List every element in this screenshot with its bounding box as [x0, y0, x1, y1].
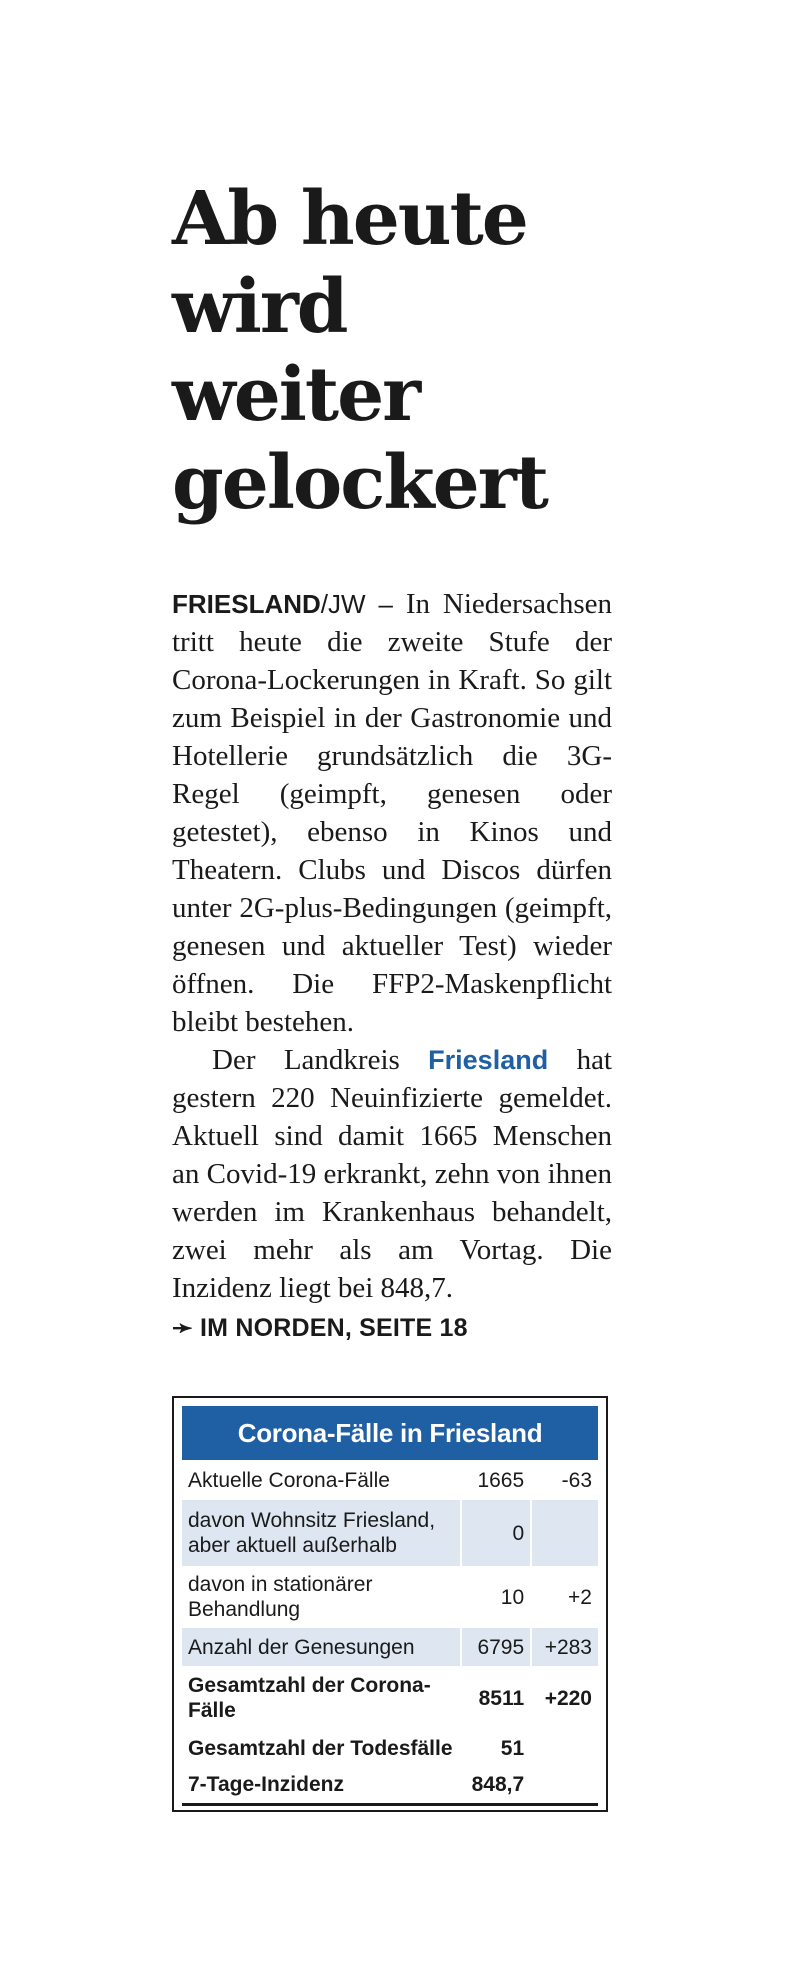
corona-factbox	[172, 1396, 608, 1812]
paragraph-1	[172, 585, 612, 1041]
table-row	[182, 1628, 598, 1666]
headline	[172, 175, 612, 527]
row-label: davon Wohnsitz Friesland, aber aktuell außerhalb	[182, 1500, 461, 1566]
table-row	[182, 1766, 598, 1804]
row-value: 6795	[461, 1628, 531, 1666]
row-label: Anzahl der Genesungen	[182, 1628, 461, 1666]
headline-line-2: wird weiter	[172, 264, 420, 438]
row-label: davon in stationärer Behandlung	[188, 1573, 373, 1621]
row-change: +220	[531, 1666, 598, 1730]
row-change	[531, 1766, 598, 1804]
row-label: 7-Tage-Inzidenz	[182, 1766, 461, 1804]
row-change	[531, 1500, 598, 1566]
table-row	[182, 1566, 598, 1628]
headline-line-3: gelockert	[172, 440, 547, 526]
row-change	[531, 1730, 598, 1766]
row-label: Gesamtzahl der Todesfälle	[188, 1736, 453, 1760]
row-value: 51	[461, 1730, 531, 1766]
page-reference	[172, 1311, 612, 1345]
row-change: +2	[531, 1566, 598, 1628]
location-highlight: Friesland	[428, 1045, 549, 1075]
dateline-suffix: /JW –	[320, 589, 406, 619]
row-value: 0	[461, 1500, 531, 1566]
row-label: Aktuelle Corona-Fälle	[188, 1468, 390, 1492]
dateline: FRIESLAND	[172, 589, 321, 619]
factbox-table	[182, 1460, 598, 1806]
factbox-title: Corona-Fälle in Friesland	[182, 1406, 598, 1460]
article	[172, 175, 612, 1345]
table-row	[182, 1500, 598, 1566]
table-row	[182, 1460, 598, 1500]
paragraph-1-text: In Niedersachsen tritt heute die zweite Stufe der Corona-Lockerungen in Kraft. So gilt zum Beispiel in der Gastronomie und Hotellerie grundsätzlich die 3G-Regel (geimpft, genesen oder getestet), ebenso in Kinos und Theatern. Clubs und Discos dürfen unter 2G-plus-Bedingungen (geimpft, genesen und aktueller Test) wieder öffnen. Die FFP2-Maskenpflicht bleibt bestehen.	[172, 588, 613, 1038]
article-body	[172, 585, 612, 1307]
paragraph-2	[172, 1041, 612, 1307]
paragraph-2-text-end: hat gestern 220 Neuinfizierte gemeldet. Aktuell sind damit 1665 Menschen an Covid-19 erkrankt, zehn von ihnen werden im Krankenhaus behandelt, zwei mehr als am Vortag. Die Inzidenz liegt bei 848,7.	[172, 1044, 612, 1304]
page-reference-text: IM NORDEN, SEITE 18	[200, 1314, 468, 1342]
row-change: +283	[531, 1628, 598, 1666]
headline-line-1: Ab heute	[172, 176, 527, 262]
paragraph-2-text-start: Der Landkreis	[212, 1044, 429, 1076]
table-row	[182, 1666, 598, 1730]
table-row	[182, 1730, 598, 1766]
row-value: 848,7	[461, 1766, 531, 1804]
row-value: 1665	[461, 1460, 531, 1500]
row-value: 8511	[461, 1666, 531, 1730]
row-label: Gesamtzahl der Corona-Fälle	[188, 1674, 431, 1722]
arrow-right-icon: ➛	[172, 1314, 194, 1342]
row-change: -63	[531, 1460, 598, 1500]
row-value: 10	[461, 1566, 531, 1628]
